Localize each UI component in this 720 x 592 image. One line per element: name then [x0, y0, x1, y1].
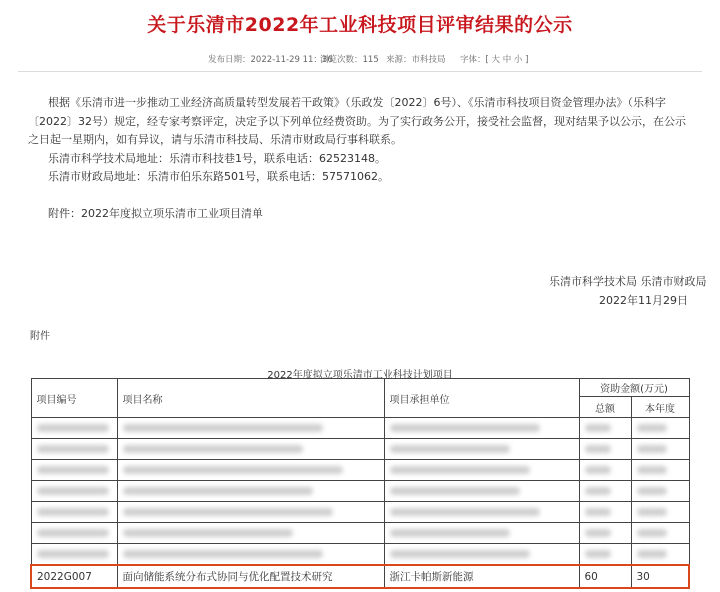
table-row-blurred [31, 502, 689, 523]
signature-date: 2022年11月29日 [599, 294, 688, 307]
science-bureau-address: 乐清市科学技术局地址：乐清市科技巷1号，联系电话：62523148。 [48, 152, 386, 165]
signature: 乐清市科学技术局 乐清市财政局 [549, 275, 707, 288]
cell-project-id: 2022G007 [31, 565, 117, 588]
attachment-label: 附件 [30, 331, 50, 342]
cell-project-unit: 浙江卡帕斯新能源 [384, 565, 579, 588]
publish-time: 发布日期：2022-11-29 11：36 [208, 55, 333, 65]
project-table [30, 378, 690, 589]
attachment-link[interactable]: 附件：2022年度拟立项乐清市工业项目清单 [48, 207, 263, 220]
view-count: 浏览次数：115 [320, 55, 379, 65]
table-row-blurred [31, 523, 689, 544]
cell-this-year: 30 [631, 565, 689, 588]
cell-total: 60 [579, 565, 631, 588]
table-row-blurred [31, 460, 689, 481]
table-row-blurred [31, 418, 689, 439]
table-row-blurred [31, 544, 689, 566]
table-row-blurred [31, 439, 689, 460]
header-total: 总额 [579, 397, 631, 418]
header-project-unit: 项目承担单位 [384, 379, 579, 418]
header-funding: 资助金额(万元) [579, 379, 689, 397]
title-divider [18, 71, 702, 72]
header-this-year: 本年度 [631, 397, 689, 418]
header-project-name: 项目名称 [117, 379, 384, 418]
article-source: 来源：市科技局 [386, 55, 446, 65]
font-size-switcher[interactable]: 字体：[ 大 中 小 ] [460, 55, 529, 65]
cell-project-name: 面向储能系统分布式协同与优化配置技术研究 [117, 565, 384, 588]
table-row-blurred [31, 481, 689, 502]
notice-paragraph: 根据《乐清市进一步推动工业经济高质量转型发展若干政策》（乐政发〔2022〕6号）、《乐清市科技项目资金管理办法》（乐科字〔2022〕32号）规定，经专家考察评定，决定予以下列单位经费资助。为了实行政务公开，接受社会监督，现对结果予以公示，在公示之日起一星期内，如有异议，请与乐清市科技局、乐清市财政局行事科联系。 [28, 96, 686, 147]
table-caption: 2022年度拟立项乐清市工业科技计划项目 [267, 370, 453, 381]
table-row-highlighted [31, 565, 689, 588]
finance-bureau-address: 乐清市财政局地址：乐清市伯乐东路501号，联系电话：57571062。 [48, 170, 389, 183]
header-project-id: 项目编号 [31, 379, 117, 418]
article-title: 关于乐清市2022年工业科技项目评审结果的公示 [147, 14, 573, 36]
